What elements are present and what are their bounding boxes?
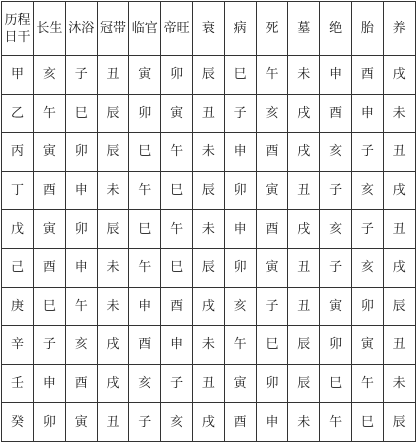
table-cell: 未 <box>288 403 320 442</box>
table-cell: 申 <box>161 326 193 365</box>
table-cell: 戌 <box>288 133 320 172</box>
table-cell: 午 <box>34 94 66 133</box>
table-cell: 辰 <box>97 94 129 133</box>
table-cell: 寅 <box>65 403 97 442</box>
column-header: 死 <box>256 2 288 56</box>
column-header: 沐浴 <box>65 2 97 56</box>
column-header: 病 <box>224 2 256 56</box>
table-cell: 巳 <box>129 210 161 249</box>
table-row <box>2 248 416 287</box>
table-cell: 卯 <box>320 326 352 365</box>
table-cell: 亥 <box>161 403 193 442</box>
table-cell: 寅 <box>351 326 383 365</box>
table-cell: 巳 <box>161 248 193 287</box>
corner-label-bottom: 日干 <box>4 29 31 45</box>
table-cell: 申 <box>224 133 256 172</box>
table-cell: 戌 <box>288 94 320 133</box>
table-row <box>2 210 416 249</box>
table-cell: 未 <box>383 364 415 403</box>
table-cell: 巳 <box>65 94 97 133</box>
column-header: 临官 <box>129 2 161 56</box>
table-cell: 未 <box>97 171 129 210</box>
table-cell: 丑 <box>288 171 320 210</box>
table-cell: 丑 <box>383 133 415 172</box>
table-cell: 戌 <box>288 210 320 249</box>
table-cell: 巳 <box>320 364 352 403</box>
column-header: 胎 <box>351 2 383 56</box>
column-header: 帝旺 <box>161 2 193 56</box>
table-cell: 寅 <box>224 364 256 403</box>
row-header-stem: 丁 <box>2 171 34 210</box>
table-cell: 酉 <box>256 133 288 172</box>
table-cell: 寅 <box>320 287 352 326</box>
column-header: 养 <box>383 2 415 56</box>
row-header-stem: 乙 <box>2 94 34 133</box>
table-cell: 戌 <box>383 248 415 287</box>
table-cell: 亥 <box>224 287 256 326</box>
table-row <box>2 133 416 172</box>
table-cell: 申 <box>65 171 97 210</box>
column-header: 长生 <box>34 2 66 56</box>
table-cell: 酉 <box>351 56 383 95</box>
table-cell: 卯 <box>351 287 383 326</box>
table-row <box>2 56 416 95</box>
table-body <box>2 56 416 442</box>
table-cell: 亥 <box>320 210 352 249</box>
corner-label-top: 历程 <box>4 12 31 28</box>
row-header-stem: 庚 <box>2 287 34 326</box>
table-cell: 辰 <box>97 133 129 172</box>
table-cell: 亥 <box>351 248 383 287</box>
column-header: 绝 <box>320 2 352 56</box>
table-cell: 戌 <box>97 364 129 403</box>
table-cell: 丑 <box>192 94 224 133</box>
table-row <box>2 171 416 210</box>
table-cell: 午 <box>161 210 193 249</box>
table-cell: 子 <box>320 248 352 287</box>
table-cell: 辰 <box>97 210 129 249</box>
table-cell: 亥 <box>256 94 288 133</box>
row-header-stem: 壬 <box>2 364 34 403</box>
corner-header <box>2 2 34 56</box>
table-cell: 辰 <box>383 403 415 442</box>
table-cell: 酉 <box>34 171 66 210</box>
table-cell: 寅 <box>256 248 288 287</box>
table-cell: 午 <box>129 171 161 210</box>
table-cell: 戌 <box>192 287 224 326</box>
table-cell: 申 <box>320 56 352 95</box>
table-cell: 寅 <box>34 210 66 249</box>
row-header-stem: 戊 <box>2 210 34 249</box>
table-cell: 午 <box>224 326 256 365</box>
table-cell: 卯 <box>256 364 288 403</box>
table-cell: 亥 <box>129 364 161 403</box>
table-cell: 戌 <box>192 403 224 442</box>
table-cell: 寅 <box>161 94 193 133</box>
table-row <box>2 403 416 442</box>
table-cell: 巳 <box>351 403 383 442</box>
table-cell: 酉 <box>256 210 288 249</box>
table-cell: 卯 <box>34 403 66 442</box>
table-cell: 巳 <box>129 133 161 172</box>
table-cell: 丑 <box>383 326 415 365</box>
row-header-stem: 癸 <box>2 403 34 442</box>
table-cell: 子 <box>351 210 383 249</box>
table-cell: 子 <box>34 326 66 365</box>
table-cell: 戌 <box>97 326 129 365</box>
table-cell: 丑 <box>288 287 320 326</box>
table-cell: 辰 <box>383 287 415 326</box>
table-cell: 丑 <box>97 403 129 442</box>
table-cell: 午 <box>351 364 383 403</box>
table-cell: 酉 <box>34 248 66 287</box>
table-cell: 子 <box>224 94 256 133</box>
table-cell: 丑 <box>383 210 415 249</box>
row-header-stem: 己 <box>2 248 34 287</box>
table-cell: 卯 <box>65 133 97 172</box>
row-header-stem: 甲 <box>2 56 34 95</box>
header-row <box>2 2 416 56</box>
table-cell: 酉 <box>65 364 97 403</box>
table-cell: 丑 <box>288 248 320 287</box>
table-cell: 子 <box>161 364 193 403</box>
table-cell: 巳 <box>256 326 288 365</box>
table-cell: 午 <box>320 403 352 442</box>
table-cell: 申 <box>256 403 288 442</box>
table-cell: 未 <box>288 56 320 95</box>
table-cell: 亥 <box>351 171 383 210</box>
table-cell: 午 <box>65 287 97 326</box>
column-header: 墓 <box>288 2 320 56</box>
table-cell: 辰 <box>192 171 224 210</box>
table-cell: 辰 <box>288 364 320 403</box>
table-row <box>2 364 416 403</box>
table-cell: 戌 <box>383 171 415 210</box>
table-cell: 申 <box>224 210 256 249</box>
table-cell: 巳 <box>161 171 193 210</box>
table-row <box>2 94 416 133</box>
table-cell: 亥 <box>320 133 352 172</box>
table-cell: 辰 <box>288 326 320 365</box>
table-cell: 午 <box>256 56 288 95</box>
table-cell: 寅 <box>34 133 66 172</box>
table-cell: 酉 <box>129 326 161 365</box>
table-cell: 辰 <box>192 248 224 287</box>
row-header-stem: 丙 <box>2 133 34 172</box>
column-header: 衰 <box>192 2 224 56</box>
table-cell: 申 <box>129 287 161 326</box>
table-cell: 卯 <box>161 56 193 95</box>
table-cell: 卯 <box>129 94 161 133</box>
table-cell: 未 <box>97 287 129 326</box>
table-cell: 亥 <box>34 56 66 95</box>
table-row <box>2 287 416 326</box>
table-cell: 戌 <box>383 56 415 95</box>
table-cell: 寅 <box>256 171 288 210</box>
table-cell: 寅 <box>129 56 161 95</box>
table-cell: 申 <box>34 364 66 403</box>
table-cell: 午 <box>129 248 161 287</box>
table-cell: 未 <box>192 326 224 365</box>
table-cell: 子 <box>129 403 161 442</box>
table-cell: 巳 <box>224 56 256 95</box>
table-cell: 酉 <box>320 94 352 133</box>
table-cell: 巳 <box>34 287 66 326</box>
table-cell: 丑 <box>192 364 224 403</box>
table-cell: 子 <box>65 56 97 95</box>
column-header: 冠带 <box>97 2 129 56</box>
table-cell: 未 <box>192 133 224 172</box>
table-cell: 子 <box>256 287 288 326</box>
table-cell: 亥 <box>65 326 97 365</box>
table-cell: 卯 <box>224 171 256 210</box>
table-cell: 子 <box>351 133 383 172</box>
table-cell: 未 <box>383 94 415 133</box>
table-cell: 酉 <box>161 287 193 326</box>
table-cell: 子 <box>320 171 352 210</box>
table-cell: 申 <box>65 248 97 287</box>
twelve-stages-table <box>1 1 416 442</box>
table-cell: 辰 <box>192 56 224 95</box>
table-cell: 丑 <box>97 56 129 95</box>
table-cell: 卯 <box>65 210 97 249</box>
table-cell: 午 <box>161 133 193 172</box>
table-cell: 申 <box>351 94 383 133</box>
row-header-stem: 辛 <box>2 326 34 365</box>
table-cell: 酉 <box>224 403 256 442</box>
table-cell: 卯 <box>224 248 256 287</box>
table-cell: 未 <box>97 248 129 287</box>
table-cell: 未 <box>192 210 224 249</box>
table-row <box>2 326 416 365</box>
